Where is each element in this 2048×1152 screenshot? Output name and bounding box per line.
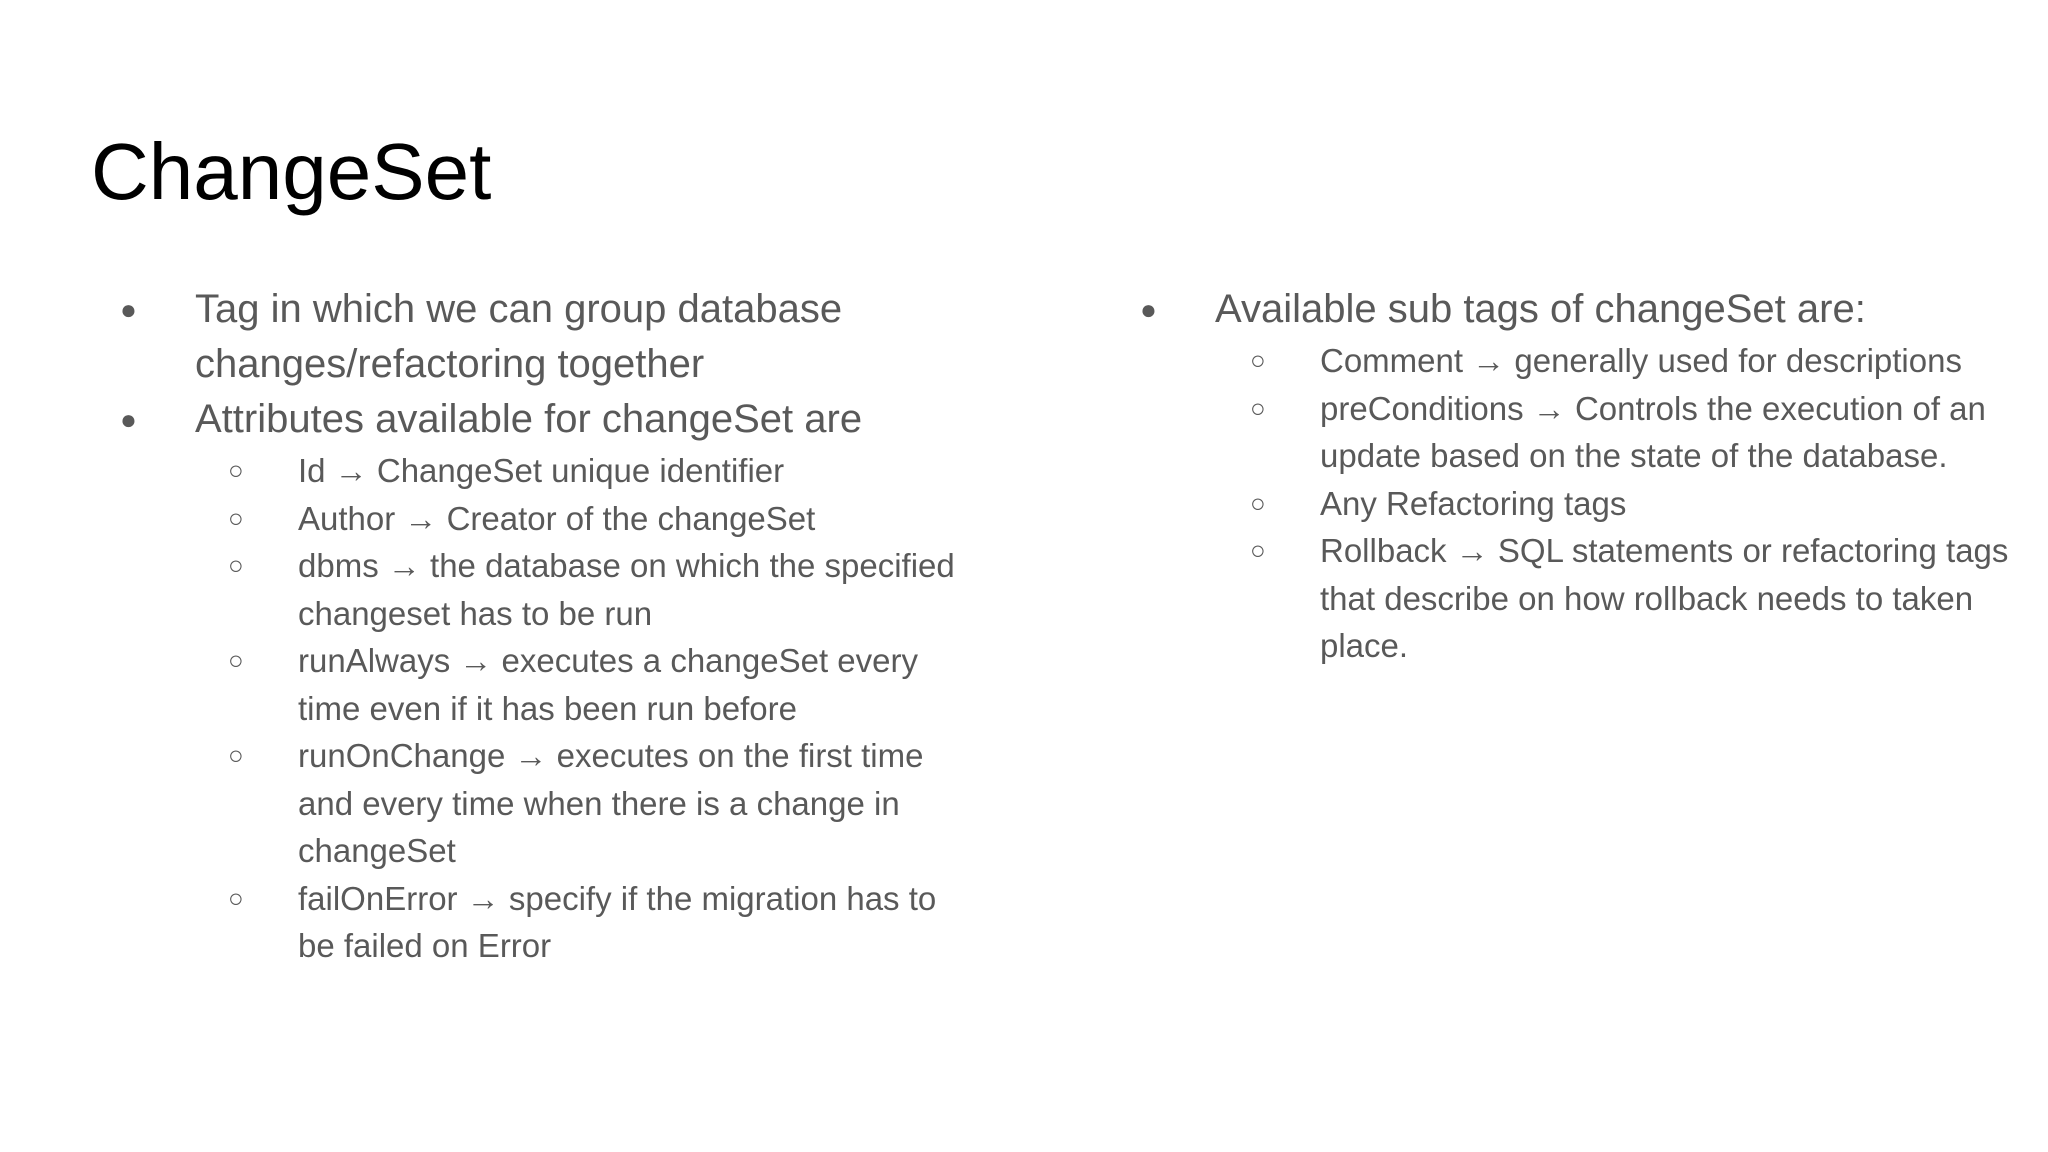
sub-bullet-item bbox=[120, 637, 980, 732]
sub-bullet-item bbox=[120, 447, 980, 495]
bullet-text: Attributes available for changeSet are bbox=[195, 397, 863, 441]
sub-bullet-text: dbms → the database on which the specified changeset has to be run bbox=[298, 547, 955, 632]
sub-bullet-icon: ○ bbox=[228, 502, 244, 533]
sub-bullet-text: preConditions → Controls the execution of an update based on the state of the database. bbox=[1320, 389, 1986, 474]
sub-bullet-list bbox=[1140, 337, 2020, 670]
sub-bullet-list bbox=[120, 447, 980, 970]
sub-bullet-icon: ○ bbox=[1250, 487, 1266, 518]
sub-bullet-item bbox=[120, 495, 980, 543]
sub-bullet-text: Rollback → SQL statements or refactoring tags that describe on how rollback needs to taken place. bbox=[1320, 532, 2009, 664]
bullet-icon: ● bbox=[120, 294, 137, 325]
bullet-item bbox=[120, 282, 980, 392]
sub-bullet-text: Author → Creator of the changeSet bbox=[298, 499, 816, 537]
sub-bullet-item bbox=[1140, 527, 2020, 670]
sub-bullet-item bbox=[120, 875, 980, 970]
sub-bullet-icon: ○ bbox=[228, 882, 244, 913]
sub-bullet-item bbox=[120, 732, 980, 875]
sub-bullet-text: runAlways → executes a changeSet every time even if it has been run before bbox=[298, 642, 918, 727]
sub-bullet-icon: ○ bbox=[228, 740, 244, 770]
slide-title: ChangeSet bbox=[91, 127, 492, 216]
sub-bullet-text: runOnChange → executes on the first time and every time when there is a change in changeSet bbox=[298, 737, 924, 869]
sub-bullet-item bbox=[1140, 480, 2020, 528]
sub-bullet-text: failOnError → specify if the migration has to be failed on Error bbox=[298, 879, 937, 964]
sub-bullet-text: Comment → generally used for descriptions bbox=[1320, 342, 1962, 379]
sub-bullet-item bbox=[1140, 337, 2020, 385]
sub-bullet-item bbox=[1140, 385, 2020, 480]
left-bullet-list bbox=[120, 282, 980, 970]
sub-bullet-text: Any Refactoring tags bbox=[1320, 484, 1627, 522]
left-column bbox=[120, 282, 980, 970]
sub-bullet-icon: ○ bbox=[1250, 392, 1266, 423]
sub-bullet-text: Id → ChangeSet unique identifier bbox=[298, 452, 785, 489]
sub-bullet-icon: ○ bbox=[1250, 345, 1266, 375]
bullet-icon: ● bbox=[1140, 294, 1157, 325]
right-bullet-list bbox=[1140, 282, 2020, 670]
sub-bullet-icon: ○ bbox=[1250, 535, 1266, 565]
bullet-text: Available sub tags of changeSet are: bbox=[1215, 287, 1866, 331]
bullet-item bbox=[1140, 282, 2020, 670]
bullet-item bbox=[120, 392, 980, 970]
sub-bullet-item bbox=[120, 542, 980, 637]
bullet-icon: ● bbox=[120, 404, 137, 435]
bullet-text: Tag in which we can group database changes/refactoring together bbox=[195, 287, 843, 386]
sub-bullet-icon: ○ bbox=[228, 550, 244, 580]
right-column bbox=[1140, 282, 2020, 670]
sub-bullet-icon: ○ bbox=[228, 645, 244, 675]
sub-bullet-icon: ○ bbox=[228, 455, 244, 485]
